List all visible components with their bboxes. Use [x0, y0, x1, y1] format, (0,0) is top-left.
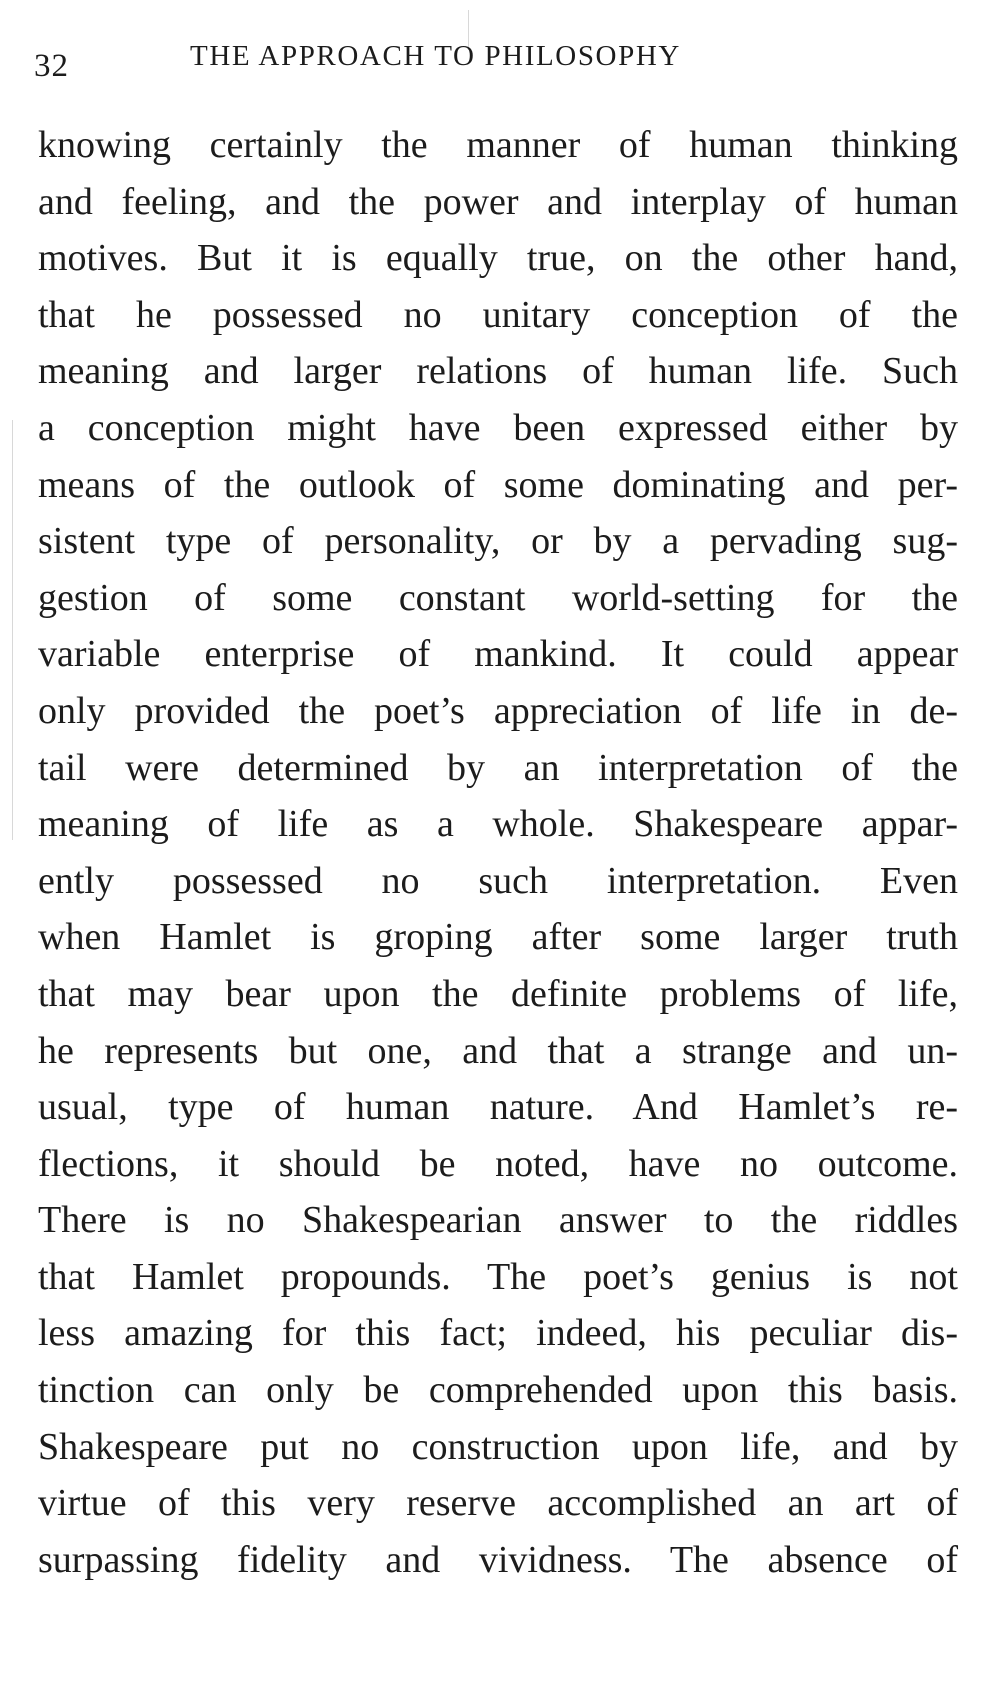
text-line: flections, it should be noted, have no outcome.: [38, 1142, 958, 1185]
text-line: that he possessed no unitary conception of the: [38, 293, 958, 336]
text-line: that may bear upon the definite problems of life,: [38, 972, 958, 1015]
text-line: There is no Shakespearian answer to the riddles: [38, 1199, 958, 1242]
text-line: knowing certainly the manner of human thinking: [38, 124, 958, 166]
text-line: variable enterprise of mankind. It could appear: [38, 633, 958, 676]
text-line: means of the outlook of some dominating and per-: [38, 463, 958, 506]
text-line: meaning and larger relations of human life. Such: [38, 350, 958, 393]
text-line: that Hamlet propounds. The poet’s genius is not: [38, 1255, 958, 1298]
text-line: when Hamlet is groping after some larger truth: [38, 916, 958, 959]
body-text: [38, 117, 958, 1588]
page-edge-shadow: [12, 420, 13, 840]
text-line: Shakespeare put no construction upon life, and by: [38, 1425, 958, 1468]
text-line: a conception might have been expressed either by: [38, 406, 958, 449]
text-line: and feeling, and the power and interplay of human: [38, 180, 958, 223]
page-number: 32: [34, 48, 69, 84]
text-line: virtue of this very reserve accomplished an art of: [38, 1482, 958, 1525]
page-header: [30, 34, 970, 84]
text-line: less amazing for this fact; indeed, his peculiar dis-: [38, 1312, 958, 1355]
running-title: THE APPROACH TO PHILOSOPHY: [190, 40, 681, 72]
text-line: tail were determined by an interpretation of the: [38, 746, 958, 789]
text-line: usual, type of human nature. And Hamlet’s re-: [38, 1086, 958, 1129]
text-line: only provided the poet’s appreciation of life in de-: [38, 689, 958, 732]
text-line: gestion of some constant world-setting for the: [38, 576, 958, 619]
text-line: sistent type of personality, or by a pervading sug-: [38, 520, 958, 563]
text-line: motives. But it is equally true, on the other hand,: [38, 237, 958, 280]
text-line: tinction can only be comprehended upon this basis.: [38, 1369, 958, 1412]
text-line: he represents but one, and that a strange and un-: [38, 1029, 958, 1072]
text-line: surpassing fidelity and vividness. The absence of: [38, 1538, 958, 1581]
text-line: meaning of life as a whole. Shakespeare appar-: [38, 803, 958, 846]
text-line: ently possessed no such interpretation. Even: [38, 859, 958, 902]
